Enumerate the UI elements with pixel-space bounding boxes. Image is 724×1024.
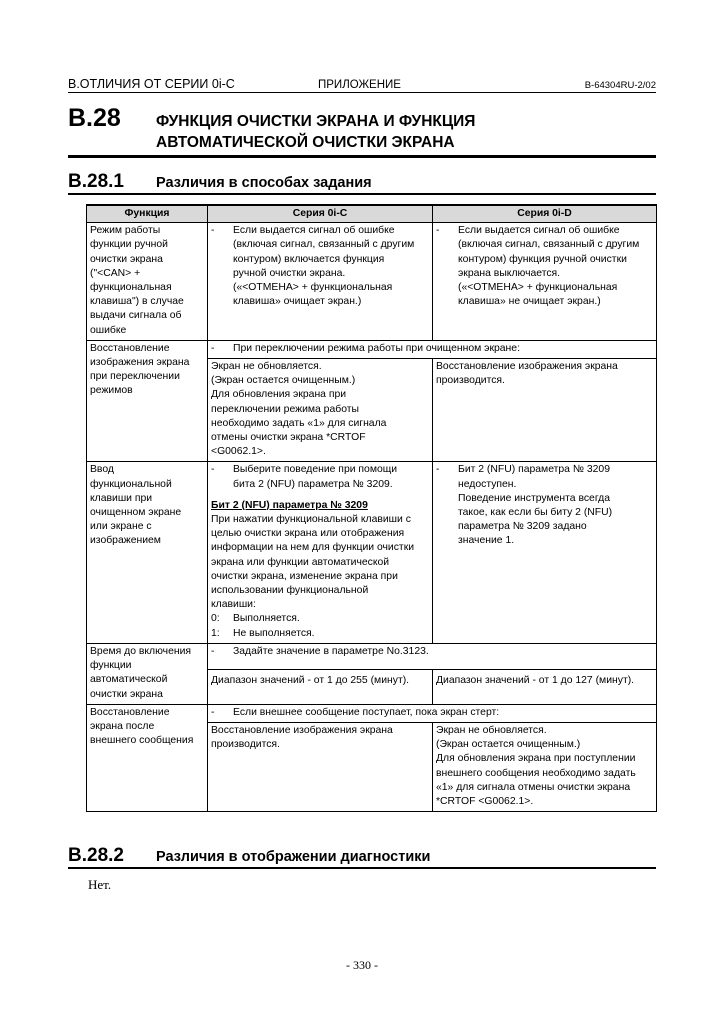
- cell-series-c: Восстановление изображения экрана производится.: [208, 722, 433, 811]
- subsection-2-number: B.28.2: [68, 845, 124, 866]
- running-header: [68, 76, 656, 93]
- cell-series-c: Диапазон значений - от 1 до 255 (минут).: [208, 669, 433, 704]
- table-row-external-message: [87, 704, 657, 722]
- section-number: B.28: [68, 104, 121, 132]
- cell-series-d: Диапазон значений - от 1 до 127 (минут).: [433, 669, 657, 704]
- section-title-line2: АВТОМАТИЧЕСКОЙ ОЧИСТКИ ЭКРАНА: [156, 134, 455, 151]
- header-chapter: B.ОТЛИЧИЯ ОТ СЕРИИ 0i-C: [68, 77, 235, 91]
- cell-common: - Если внешнее сообщение поступает, пока экран стерт:: [208, 704, 657, 722]
- cell-series-c: - Если выдается сигнал об ошибке (включая сигнал, связанный с другим контуром) включается функция ручной очистки экрана. («<ОТМЕНА> + функциональная клавиша» очищает экран.): [208, 223, 433, 341]
- table-row-auto-clear-time: [87, 643, 657, 669]
- cell-series-c: - Выберите поведение при помощи бита 2 (NFU) параметра № 3209. Бит 2 (NFU) параметра № 3209 При нажатии функциональной клавиши с целью очистки экрана или отображения информации на нем для функции очистки экрана или функции автоматической очистки экрана, изменение экрана при использовании функциональной клавиши: 0: Выполняется. 1: Не выполняется.: [208, 462, 433, 643]
- cell-series-d: - Бит 2 (NFU) параметра № 3209 недоступен. Поведение инструмента всегда такое, как если бы биту 2 (NFU) параметра № 3209 задано значение 1.: [433, 462, 657, 643]
- cell-common: - При переключении режима работы при очищенном экране:: [208, 340, 657, 358]
- table-row-mode-restore: [87, 340, 657, 358]
- page-number: - 330 -: [346, 958, 378, 972]
- cell-function: Время до включения функции автоматической очистки экрана: [87, 643, 208, 704]
- comparison-table: [86, 204, 657, 812]
- header-doc-code: B-64304RU-2/02: [584, 80, 656, 91]
- cell-function: Восстановление экрана после внешнего сообщения: [87, 704, 208, 811]
- header-series-c: Серия 0i-C: [208, 205, 433, 223]
- cell-function: Ввод функциональной клавиши при очищенном экране или экране с изображением: [87, 462, 208, 643]
- subsection-1-rule: [68, 193, 656, 195]
- header-series-d: Серия 0i-D: [433, 205, 657, 223]
- section-title-line1: ФУНКЦИЯ ОЧИСТКИ ЭКРАНА И ФУНКЦИЯ: [156, 113, 476, 130]
- subsection-2-title: Различия в отображении диагностики: [156, 849, 431, 865]
- cell-function: Восстановление изображения экрана при переключении режимов: [87, 340, 208, 462]
- cell-series-d: - Если выдается сигнал об ошибке (включая сигнал, связанный с другим контуром) функция ручной очистки экрана выключается. («<ОТМЕНА> + функциональная клавиша» не очищает экран.): [433, 223, 657, 341]
- header-appendix: ПРИЛОЖЕНИЕ: [318, 79, 401, 91]
- header-function: Функция: [87, 205, 208, 223]
- cell-series-d: Экран не обновляется. (Экран остается очищенным.) Для обновления экрана при поступлении внешнего сообщения необходимо задать «1» для сигнала отмены очистки экрана *CRTOF <G0062.1>.: [433, 722, 657, 811]
- param-heading: Бит 2 (NFU) параметра № 3209: [211, 499, 368, 511]
- table-header-row: [87, 205, 657, 223]
- cell-series-d: Восстановление изображения экрана производится.: [433, 359, 657, 462]
- subsection-2-rule: [68, 867, 656, 869]
- table-row-manual-clear: [87, 223, 657, 341]
- subsection-1-number: B.28.1: [68, 171, 124, 192]
- table-row-function-key: [87, 462, 657, 643]
- cell-series-c: Экран не обновляется. (Экран остается очищенным.) Для обновления экрана при переключении режима работы необходимо задать «1» для сигнала отмены очистки экрана *CRTOF <G0062.1>.: [208, 359, 433, 462]
- cell-function: Режим работы функции ручной очистки экрана ("<CAN> + функциональная клавиша") в случае выдачи сигнала об ошибке: [87, 223, 208, 341]
- section-rule: [68, 155, 656, 158]
- cell-common: - Задайте значение в параметре No.3123.: [208, 643, 657, 669]
- subsection-1-title: Различия в способах задания: [156, 175, 372, 191]
- subsection-2-body: Нет.: [88, 877, 112, 892]
